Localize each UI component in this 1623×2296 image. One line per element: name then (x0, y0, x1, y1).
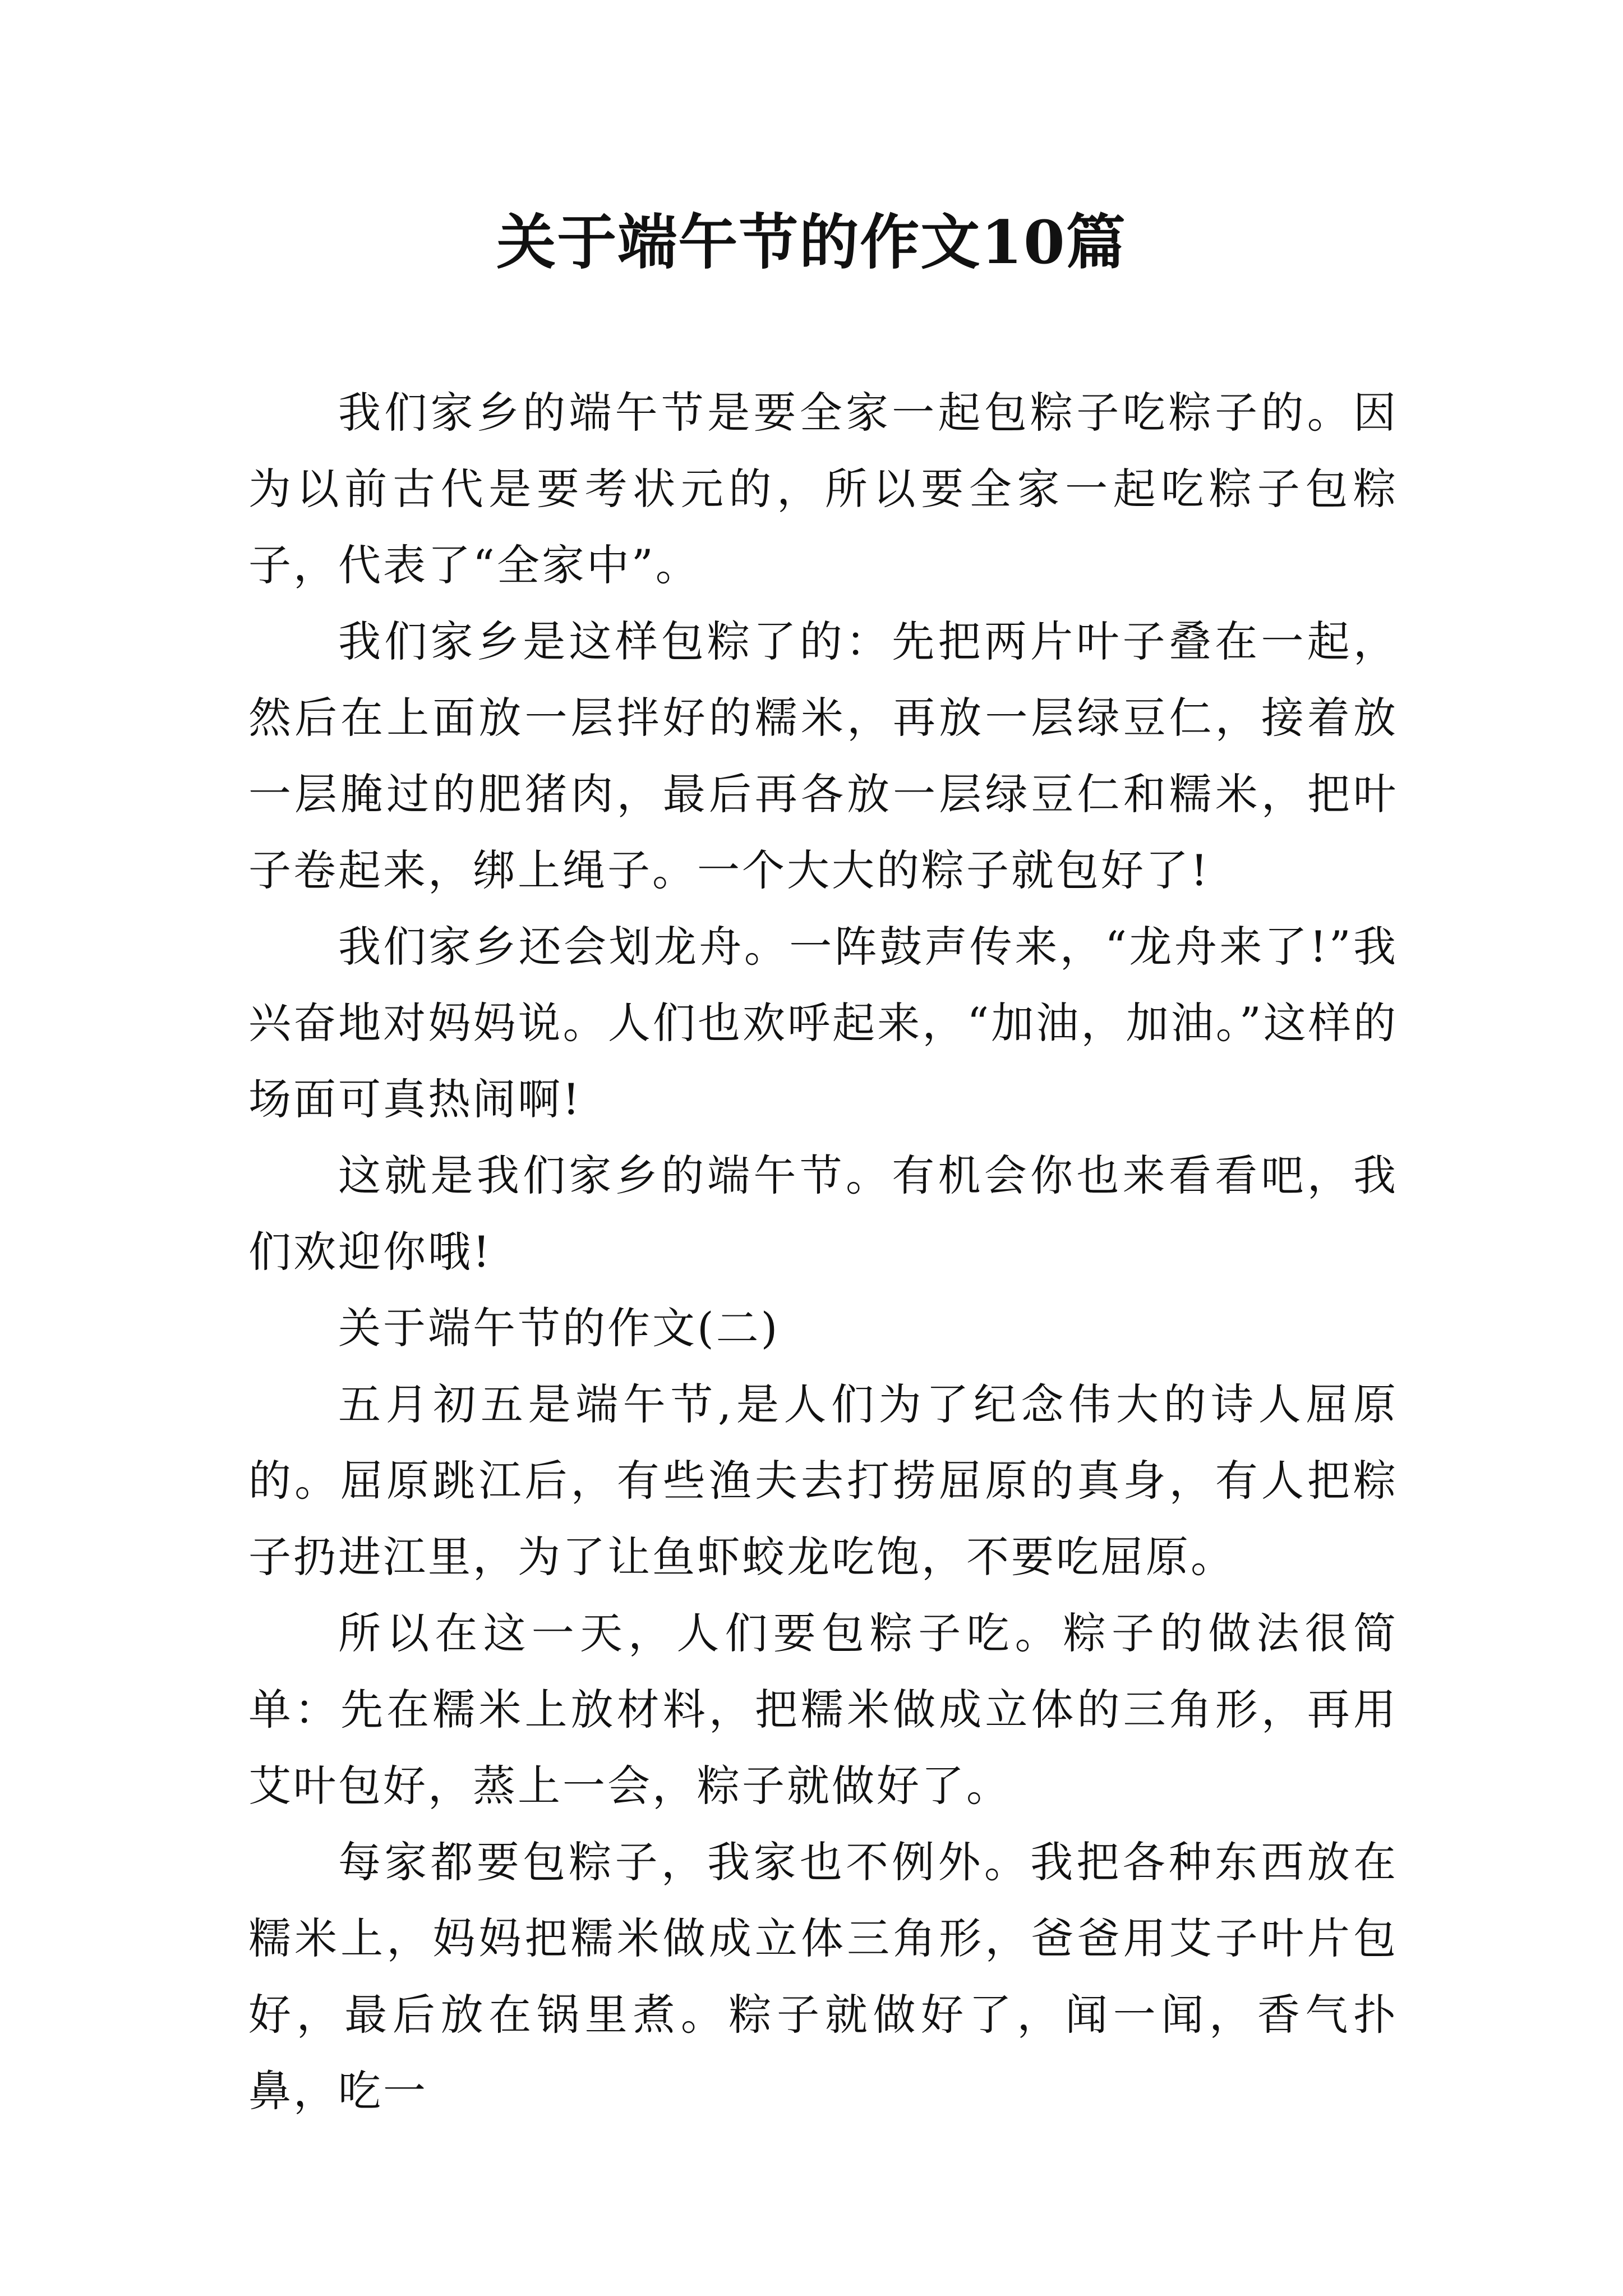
document-title: 关于端午节的作文10篇 (496, 207, 1127, 277)
paragraph-1: 我们家乡的端午节是要全家一起包粽子吃粽子的。因为以前古代是要考状元的，所以要全家一起吃粽子包粽子，代表了“全家中”。 (248, 388, 1398, 590)
paragraph-3: 我们家乡还会划龙舟。一阵鼓声传来，“龙舟来了!”我兴奋地对妈妈说。人们也欢呼起来，“加油，加油。”这样的场面可真热闹啊! (248, 922, 1398, 1124)
paragraph-7: 每家都要包粽子，我家也不例外。我把各种东西放在糯米上，妈妈把糯米做成立体三角形，爸爸用艾子叶片包好，最后放在锅里煮。粽子就做好了，闻一闻，香气扑鼻，吃一 (248, 1837, 1398, 2116)
section-heading-2: 关于端午节的作文(二) (338, 1303, 780, 1353)
document-body (248, 375, 1398, 2129)
paragraph-2: 我们家乡是这样包粽了的：先把两片叶子叠在一起，然后在上面放一层拌好的糯米，再放一层绿豆仁，接着放一层腌过的肥猪肉，最后再各放一层绿豆仁和糯米，把叶子卷起来，绑上绳子。一个大大的粽子就包好了! (248, 616, 1398, 895)
paragraph-4: 这就是我们家乡的端午节。有机会你也来看看吧，我们欢迎你哦! (248, 1151, 1398, 1277)
paragraph-6: 所以在这一天，人们要包粽子吃。粽子的做法很简单：先在糯米上放材料，把糯米做成立体的三角形，再用艾叶包好，蒸上一会，粽子就做好了。 (248, 1608, 1398, 1811)
paragraph-5: 五月初五是端午节,是人们为了纪念伟大的诗人屈原的。屈原跳江后，有些渔夫去打捞屈原的真身，有人把粽子扔进江里，为了让鱼虾蛟龙吃饱，不要吃屈原。 (248, 1379, 1398, 1582)
